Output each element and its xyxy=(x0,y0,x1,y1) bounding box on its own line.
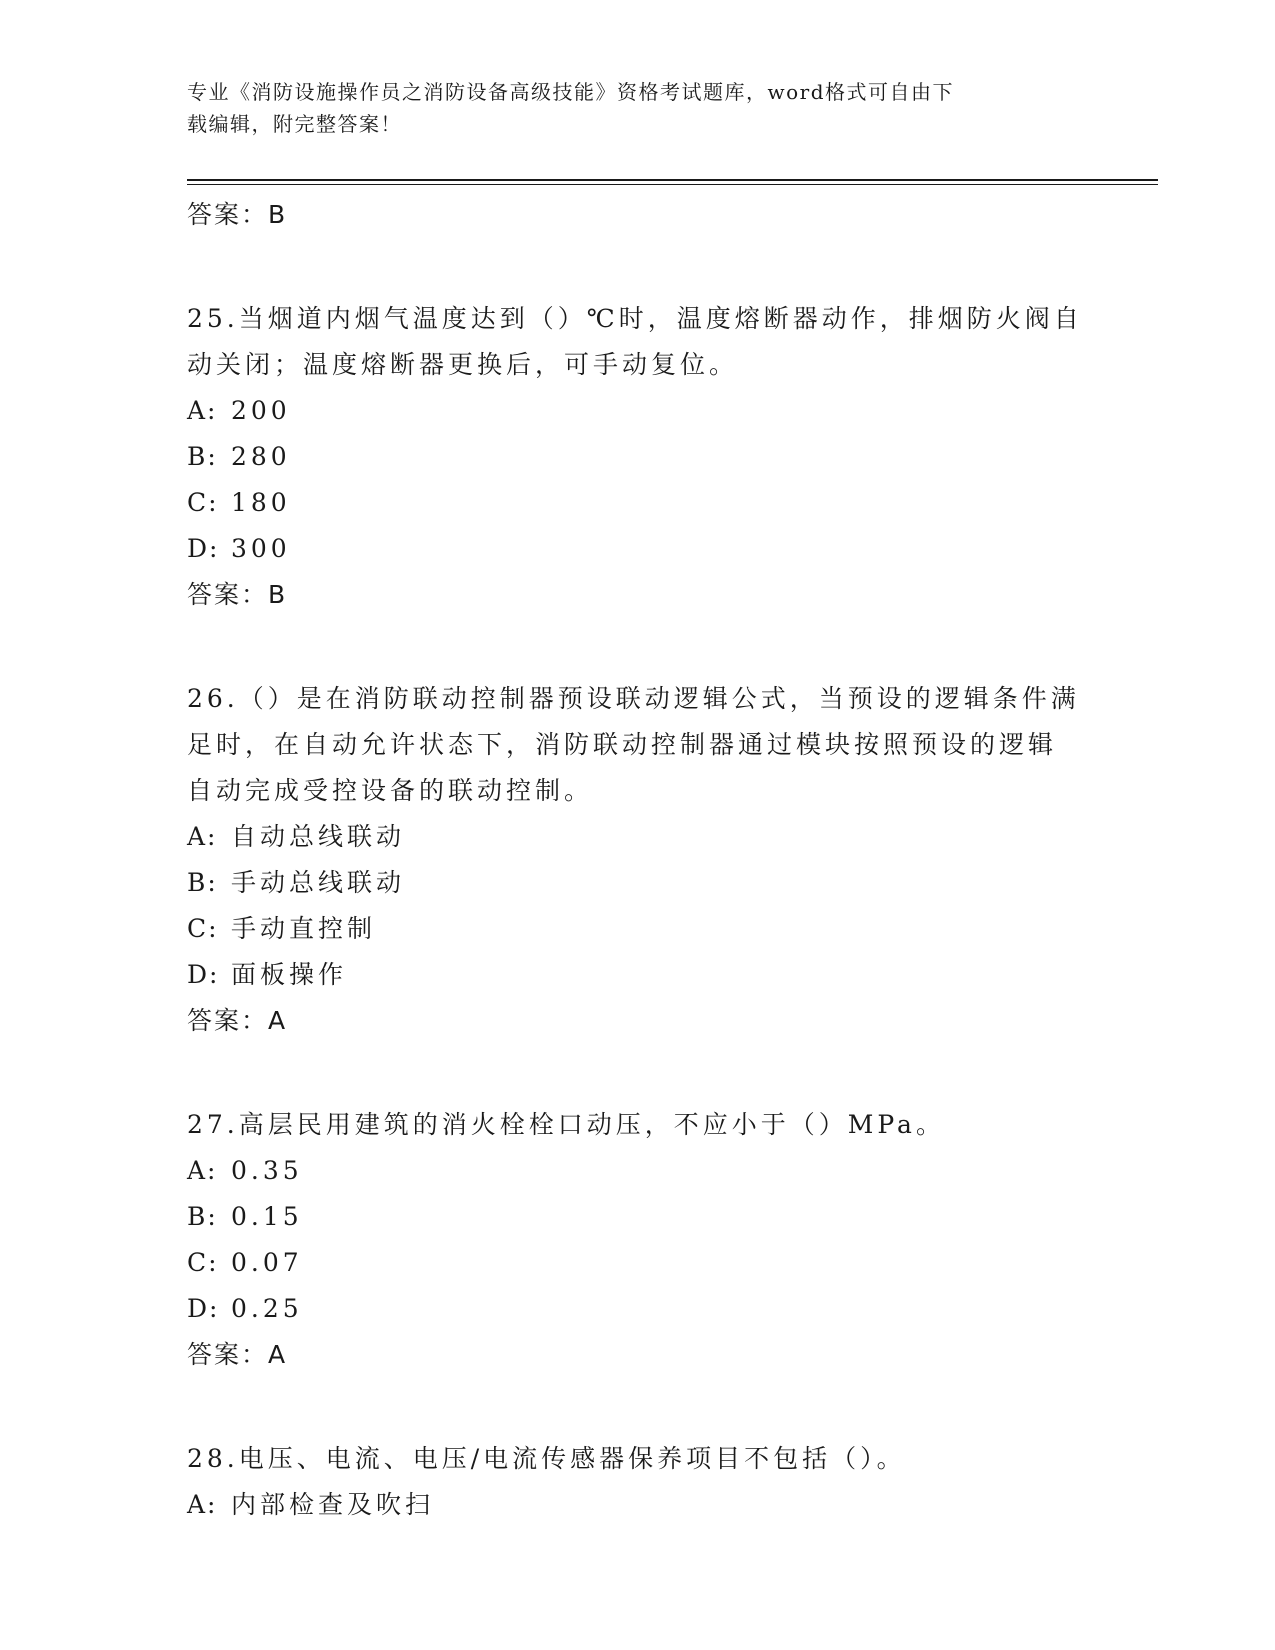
option-letter: B: xyxy=(187,442,218,471)
option-letter: D: xyxy=(187,960,220,989)
option-text: 200 xyxy=(231,396,291,425)
option-text: 0.25 xyxy=(231,1294,303,1323)
option-b xyxy=(187,1194,1087,1240)
option-letter: A: xyxy=(187,1490,218,1519)
option-a xyxy=(187,388,1087,434)
option-a xyxy=(187,1148,1087,1194)
option-text: 300 xyxy=(231,534,291,563)
answer-label: 答案： xyxy=(187,580,269,609)
option-text: 0.15 xyxy=(231,1202,303,1231)
option-letter: C: xyxy=(187,914,219,943)
option-c xyxy=(187,480,1087,526)
option-a xyxy=(187,1482,1087,1528)
stem-line: 自动完成受控设备的联动控制。 xyxy=(187,776,594,805)
answer-line xyxy=(187,998,1087,1044)
option-letter: D: xyxy=(187,534,220,563)
option-text: 180 xyxy=(231,488,291,517)
question-list xyxy=(187,192,1087,1528)
question-26 xyxy=(187,676,1087,1044)
answer-line xyxy=(187,1332,1087,1378)
option-text: 0.35 xyxy=(231,1156,303,1185)
answer-label: 答案： xyxy=(187,1006,269,1035)
option-c xyxy=(187,1240,1087,1286)
stem-line: 27.高层民用建筑的消火栓栓口动压，不应小于（）MPa。 xyxy=(187,1110,945,1139)
option-d xyxy=(187,526,1087,572)
stem-line: 25.当烟道内烟气温度达到（）℃时，温度熔断器动作，排烟防火阀自 xyxy=(187,304,1083,333)
option-text: 内部检查及吹扫 xyxy=(231,1490,435,1519)
answer-line xyxy=(187,192,1087,238)
answer-line xyxy=(187,572,1087,618)
option-letter: A: xyxy=(187,1156,218,1185)
option-letter: B: xyxy=(187,1202,218,1231)
answer-label: 答案： xyxy=(187,1340,269,1369)
option-text: 自动总线联动 xyxy=(231,822,406,851)
question-25 xyxy=(187,296,1087,618)
option-letter: A: xyxy=(187,396,218,425)
option-letter: A: xyxy=(187,822,218,851)
answer-value: A xyxy=(268,1006,288,1035)
option-c xyxy=(187,906,1087,952)
question-stem xyxy=(187,676,1087,814)
header-line-1: 专业《消防设施操作员之消防设备高级技能》资格考试题库，word格式可自由下 xyxy=(187,80,955,104)
option-text: 手动直控制 xyxy=(231,914,377,943)
header-rule-thin xyxy=(187,184,1158,185)
option-b xyxy=(187,434,1087,480)
option-a xyxy=(187,814,1087,860)
stem-line: 26.（）是在消防联动控制器预设联动逻辑公式，当预设的逻辑条件满 xyxy=(187,684,1080,713)
option-letter: B: xyxy=(187,868,218,897)
question-stem xyxy=(187,1102,1087,1148)
option-letter: C: xyxy=(187,488,219,517)
question-28 xyxy=(187,1436,1087,1528)
answer-value: B xyxy=(268,580,288,609)
answer-label: 答案： xyxy=(187,200,269,229)
option-d xyxy=(187,1286,1087,1332)
document-header xyxy=(187,76,1077,140)
stem-line: 足时，在自动允许状态下，消防联动控制器通过模块按照预设的逻辑 xyxy=(187,730,1058,759)
stem-line: 动关闭；温度熔断器更换后，可手动复位。 xyxy=(187,350,739,379)
option-text: 面板操作 xyxy=(231,960,348,989)
question-stem xyxy=(187,296,1087,388)
question-stem xyxy=(187,1436,1087,1482)
option-letter: C: xyxy=(187,1248,219,1277)
header-rule-thick xyxy=(187,179,1158,181)
option-d xyxy=(187,952,1087,998)
stem-line: 28.电压、电流、电压/电流传感器保养项目不包括（）。 xyxy=(187,1444,906,1473)
option-b xyxy=(187,860,1087,906)
option-text: 0.07 xyxy=(231,1248,303,1277)
option-text: 280 xyxy=(231,442,291,471)
option-text: 手动总线联动 xyxy=(231,868,406,897)
header-line-2: 载编辑，附完整答案！ xyxy=(187,112,402,136)
answer-value: B xyxy=(268,200,288,229)
answer-value: A xyxy=(268,1340,288,1369)
option-letter: D: xyxy=(187,1294,220,1323)
question-27 xyxy=(187,1102,1087,1378)
